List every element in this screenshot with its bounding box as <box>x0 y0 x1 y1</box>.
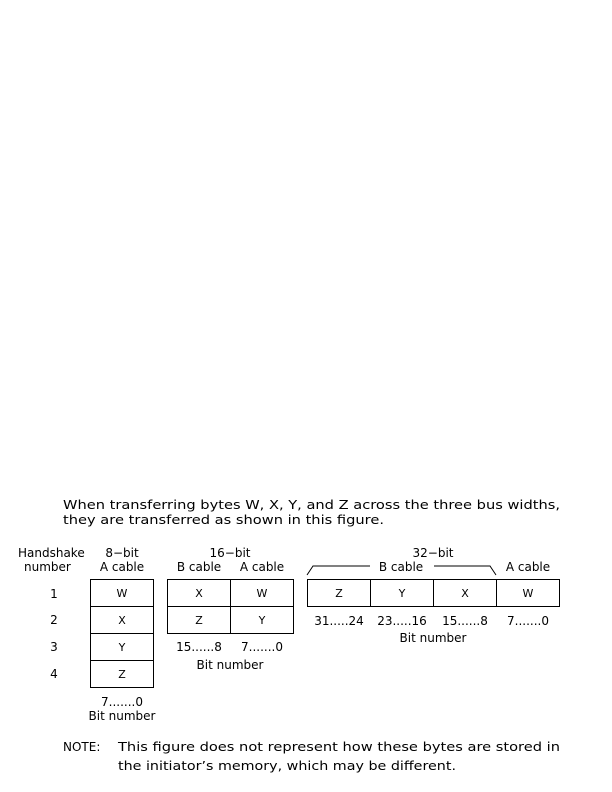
byte-cell-label: Z <box>195 614 203 627</box>
byte-cell <box>434 580 497 607</box>
byte-cell-label: Y <box>118 641 126 654</box>
handshake-number: 3 <box>50 640 58 654</box>
b-cable-bracket-right <box>434 566 496 575</box>
bus-32bit-bit-range: 31.....24 <box>314 614 364 628</box>
bus-32bit <box>307 546 560 645</box>
byte-cell-label: Z <box>118 668 126 681</box>
byte-cell-label: Z <box>335 587 343 600</box>
byte-cell <box>168 580 231 607</box>
bus-16bit-cable-b: B cable <box>176 560 222 574</box>
byte-cell <box>91 661 154 688</box>
byte-cell <box>91 580 154 607</box>
bus-32bit-cable-a: A cable <box>505 560 551 574</box>
handshake-number: 2 <box>50 613 58 627</box>
handshake-header-sub: number <box>24 560 71 574</box>
byte-cell <box>371 580 434 607</box>
bus-32bit-bit-range: 23.....16 <box>377 614 427 628</box>
b-cable-bracket-left <box>307 566 370 575</box>
byte-cell-label: W <box>522 587 534 600</box>
bus-8bit-bit-number: Bit number <box>88 709 156 723</box>
handshake-header: Handshake <box>18 546 85 560</box>
intro-line-1: When transferring bytes W, X, Y, and Z across the three bus widths, <box>63 498 560 512</box>
bus-8bit-title: 8−bit <box>105 546 139 560</box>
byte-cell <box>231 580 294 607</box>
bus-16bit-title: 16−bit <box>209 546 251 560</box>
bus-16bit <box>168 546 294 672</box>
handshake-number: 4 <box>50 667 58 681</box>
byte-cell-label: Y <box>398 587 406 600</box>
bus-32bit-bit-range: 15......8 <box>442 614 488 628</box>
bus-8bit-cable-a: A cable <box>99 560 145 574</box>
bus-16bit-bit-range-a: 7.......0 <box>241 640 283 654</box>
byte-cell <box>231 607 294 634</box>
note-line-1: This figure does not represent how these bytes are stored in <box>116 740 560 754</box>
note-label: NOTE: <box>63 740 101 754</box>
bus-32bit-bit-number: Bit number <box>399 631 467 645</box>
byte-cell <box>168 607 231 634</box>
byte-cell <box>497 580 560 607</box>
byte-cell-label: W <box>256 587 268 600</box>
byte-cell <box>308 580 371 607</box>
byte-cell-label: W <box>116 587 128 600</box>
byte-cell <box>91 607 154 634</box>
bus-16bit-bit-number: Bit number <box>196 658 264 672</box>
byte-cell <box>91 634 154 661</box>
byte-cell-label: X <box>118 614 126 627</box>
byte-cell-label: X <box>195 587 203 600</box>
bus-8bit <box>89 546 156 723</box>
byte-cell-label: Y <box>258 614 266 627</box>
bus-8bit-bit-range: 7.......0 <box>101 695 143 709</box>
byte-cell-label: X <box>461 587 469 600</box>
bus-32bit-cable-b: B cable <box>378 560 424 574</box>
bus-32bit-title: 32−bit <box>412 546 454 560</box>
handshake-number: 1 <box>50 587 58 601</box>
intro-line-2: they are transferred as shown in this figure. <box>63 513 384 527</box>
bus-16bit-bit-range-b: 15......8 <box>176 640 222 654</box>
bus-32bit-bit-range: 7.......0 <box>507 614 549 628</box>
bus-16bit-cable-a: A cable <box>239 560 285 574</box>
note-line-2: the initiator’s memory, which may be different. <box>118 759 456 773</box>
